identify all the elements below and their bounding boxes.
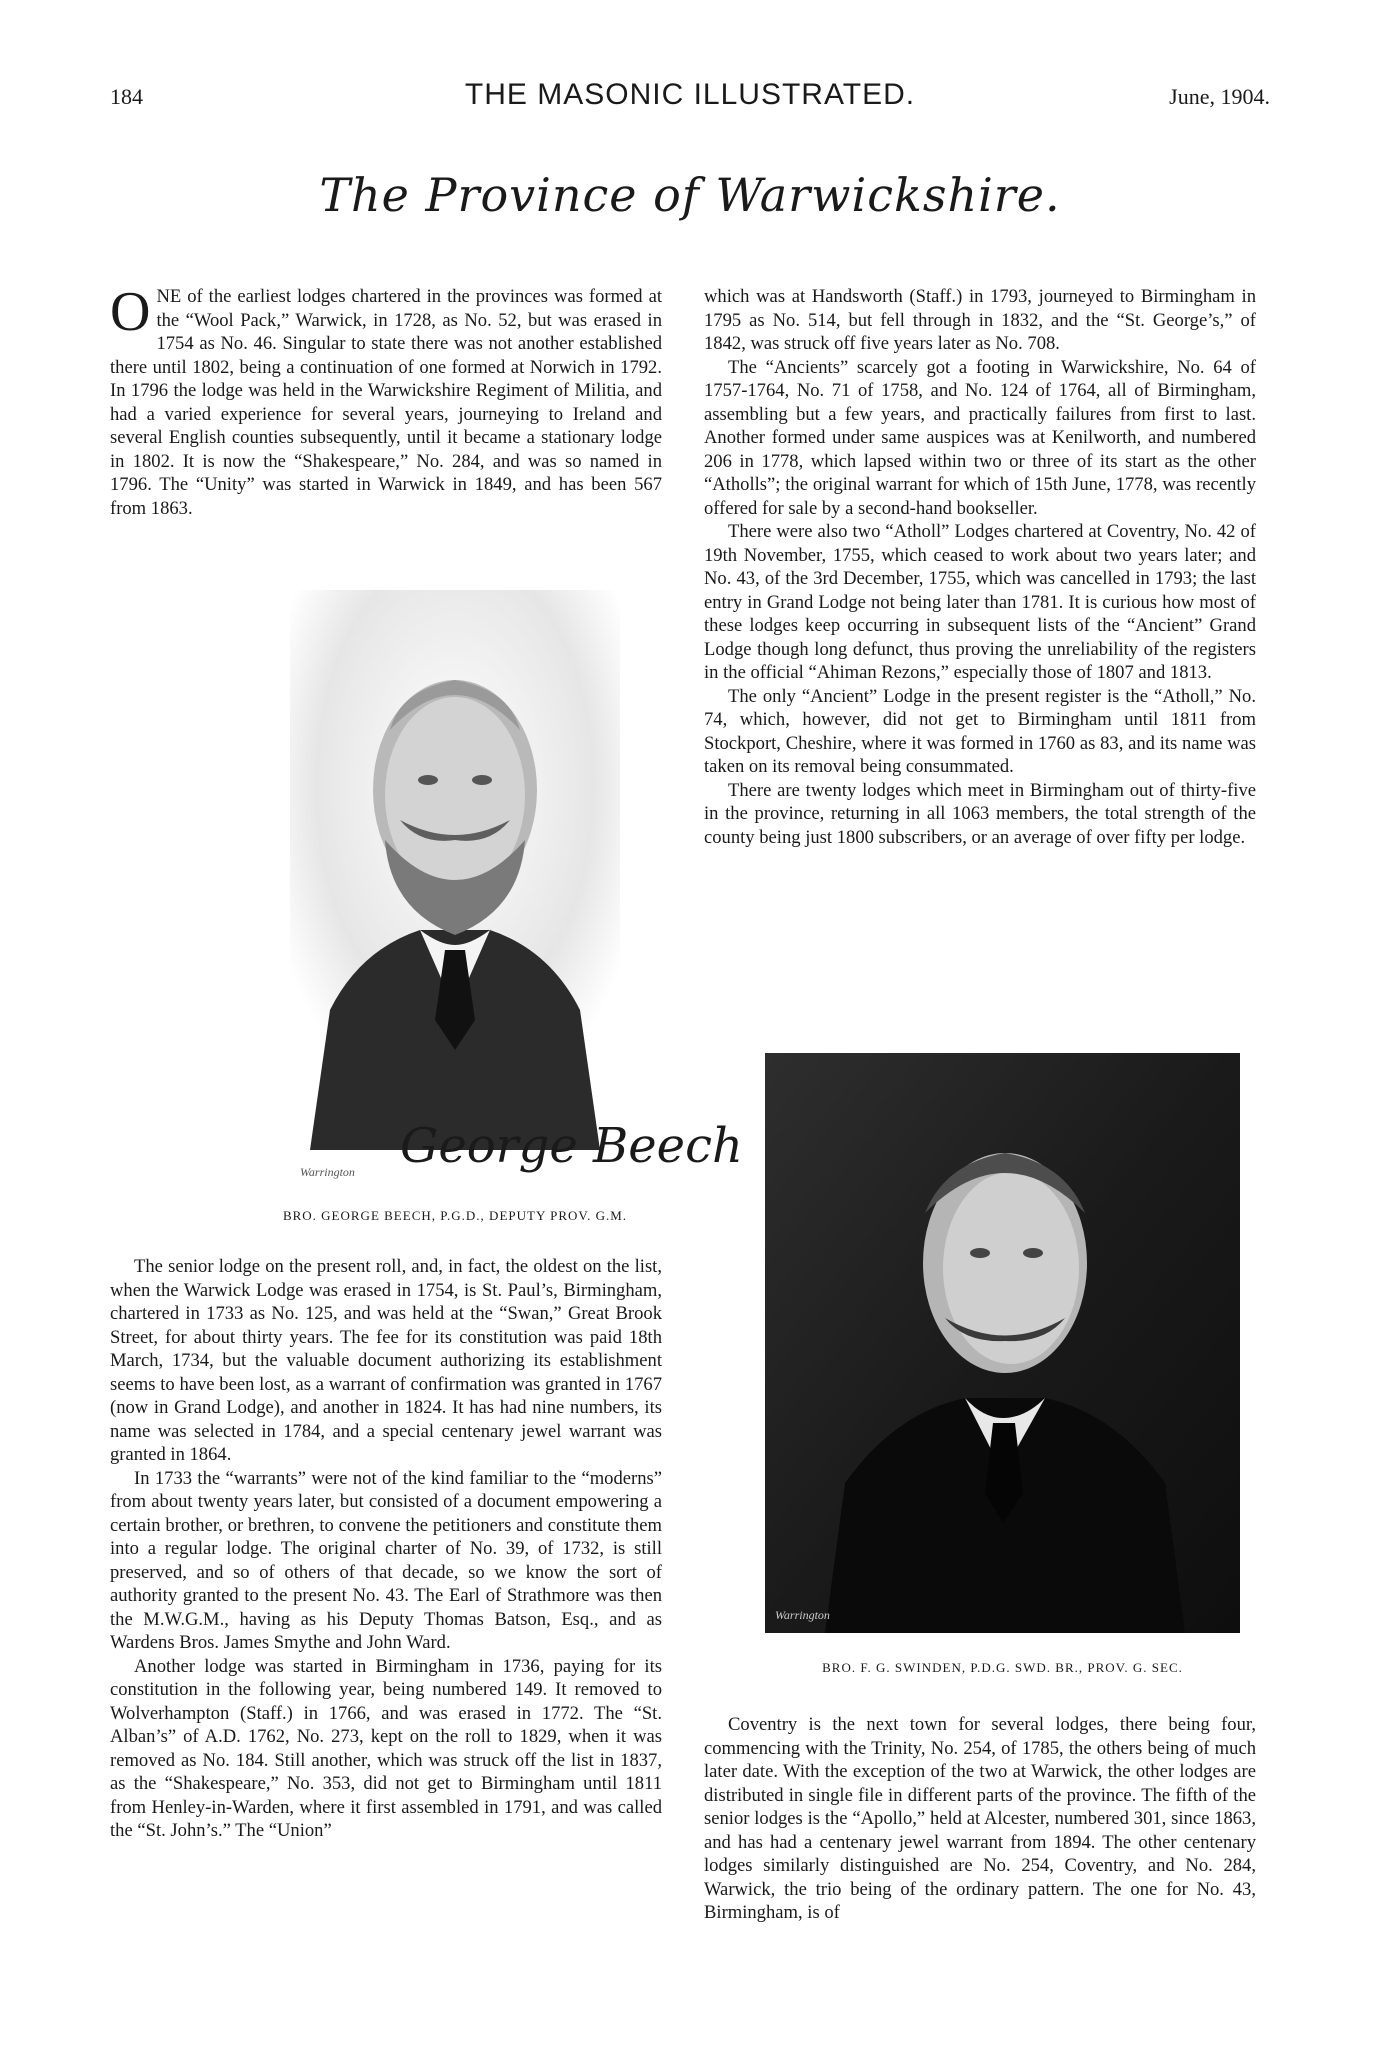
paragraph: The only “Ancient” Lodge in the present register is the “Atholl,” No. 74, which, however, did not get to Birmingham until 1811 from Stockport, Cheshire, where it was formed in 1760 as 83, and its name was taken on its removal being consummated.	[704, 685, 1256, 777]
running-title: THE MASONIC ILLUSTRATED.	[464, 78, 916, 111]
paragraph: There were also two “Atholl” Lodges chartered at Coventry, No. 42 of 19th November, 1755, which ceased to work about two years later; and No. 43, of the 3rd December, 1755, which was cancelled in 1793; the last entry in Grand Lodge not being later than 1781. It is curious how most of these lodges keep occurring in subsequent lists of the “Ancient” Grand Lodge though long defunct, thus proving the unreliability of the registers in the official “Ahiman Rezons,” especially those of 1807 and 1813.	[704, 521, 1256, 683]
paragraph: Another lodge was started in Birmingham in 1736, paying for its constitution in the following year, being numbered 149. It removed to Wolverhampton (Staff.) in 1766, and was erased in 1772. The “St. Alban’s” of A.D. 1762, No. 273, kept on the roll to 1829, when it was removed as No. 184. Still another, which was struck off the list in 1837, as the “Shakespeare,” No. 353, did not get to Birmingham until 1811 from Henley-in-Warden, where it first assembled in 1791, and was called the “St. John’s.” The “Union”	[110, 1655, 662, 1841]
page-header	[110, 78, 1270, 128]
portrait-george-beech	[290, 590, 620, 1150]
paragraph: The senior lodge on the present roll, and, in fact, the oldest on the list, when the Warwick Lodge was erased in 1754, is St. Paul’s, Birmingham, chartered in 1733 as No. 125, and was held at the “Swan,” Great Brook Street, for about thirty years. The fee for its constitution was paid 18th March, 1734, but the valuable document authorizing its establishment seems to have been lost, as a warrant of confirmation was granted in 1767 (now in Grand Lodge), and another in 1824. It has had nine numbers, its name was selected in 1784, and a special centenary jewel warrant was granted in 1864.	[110, 1256, 662, 1465]
drop-cap: O	[110, 281, 151, 343]
portrait-f-g-swinden	[765, 1053, 1240, 1633]
left-column-bottom	[110, 1255, 662, 1843]
paragraph: The “Ancients” scarcely got a footing in Warwickshire, No. 64 of 1757-1764, No. 71 of 1758, and No. 124 of 1764, all of Birmingham, assembling but a few years, and practically failures from first to last. Another formed under same auspices was at Kenilworth, and numbered 206 in 1778, which lapsed within two or three of its start as the other “Atholls”; the original warrant for which of 15th June, 1778, was recently offered for sale by a second-hand bookseller.	[704, 356, 1256, 519]
issue-date: June, 1904.	[1169, 84, 1270, 109]
right-column-top	[704, 285, 1256, 849]
paragraph: There are twenty lodges which meet in Birmingham out of thirty-five in the province, returning in all 1063 members, the total strength of the county being just 1800 subscribers, or an average of over fifty per lodge.	[704, 779, 1256, 848]
portrait-photo-image	[765, 1053, 1240, 1633]
portrait-caption-beech: BRO. GEORGE BEECH, P.G.D., DEPUTY PROV. G.M.	[282, 1208, 628, 1223]
paragraph: In 1733 the “warrants” were not of the kind familiar to the “moderns” from about twenty years later, but consisted of a document empowering a certain brother, or brethren, to convene the petitioners and constitute them into a regular lodge. The original charter of No. 39, of 1732, is still preserved, and so of others of that decade, so we know the sort of authority granted to the present No. 43. The Earl of Strathmore was then the M.W.G.M., having as his Deputy Thomas Batson, Esq., and as Wardens Bros. James Smythe and John Ward.	[110, 1467, 662, 1653]
portrait-caption-swinden: BRO. F. G. SWINDEN, P.D.G. SWD. BR., PROV. G. SEC.	[822, 1660, 1183, 1675]
engraver-credit: Warrington	[775, 1608, 830, 1622]
page-number: 184	[110, 84, 143, 109]
paragraph: which was at Handsworth (Staff.) in 1793, journeyed to Birmingham in 1795 as No. 514, but fell through in 1832, and the “St. George’s,” of 1842, was struck off five years later as No. 708.	[704, 286, 1256, 354]
signature: George Beech	[400, 1118, 743, 1174]
right-column-bottom	[704, 1713, 1256, 1925]
engraver-credit: Warrington	[300, 1165, 355, 1179]
paragraph: Coventry is the next town for several lodges, there being four, commencing with the Trinity, No. 254, of 1785, the others being of much later date. With the exception of the two at Warwick, the other lodges are distributed in single file in different parts of the province. The fifth of the senior lodges is the “Apollo,” held at Alcester, numbered 301, since 1863, and has had a centenary jewel warrant from 1894. The other centenary lodges similarly distinguished are No. 254, Coventry, and No. 284, Warwick, the trio being of the ordinary pattern. The one for No. 43, Birmingham, is of	[704, 1714, 1256, 1923]
paragraph: ONE of the earliest lodges chartered in the provinces was formed at the “Wool Pack,” Warwick, in 1728, as No. 52, but was erased in 1754 as No. 46. Singular to state there was not another established there until 1802, being a continuation of one formed at Norwich in 1792. In 1796 the lodge was held in the Warwickshire Regiment of Militia, and had a varied experience for several years, journeying to Ireland and several English counties subsequently, until it became a stationary lodge in 1802. It is now the “Shakespeare,” No. 284, and was so named in 1796. The “Unity” was started in Warwick in 1849, and has been 567 from 1863.	[110, 281, 662, 519]
portrait-engraving-image	[290, 590, 620, 1150]
left-column-top	[110, 281, 662, 520]
article-title: The Province of Warwickshire.	[319, 168, 1061, 222]
